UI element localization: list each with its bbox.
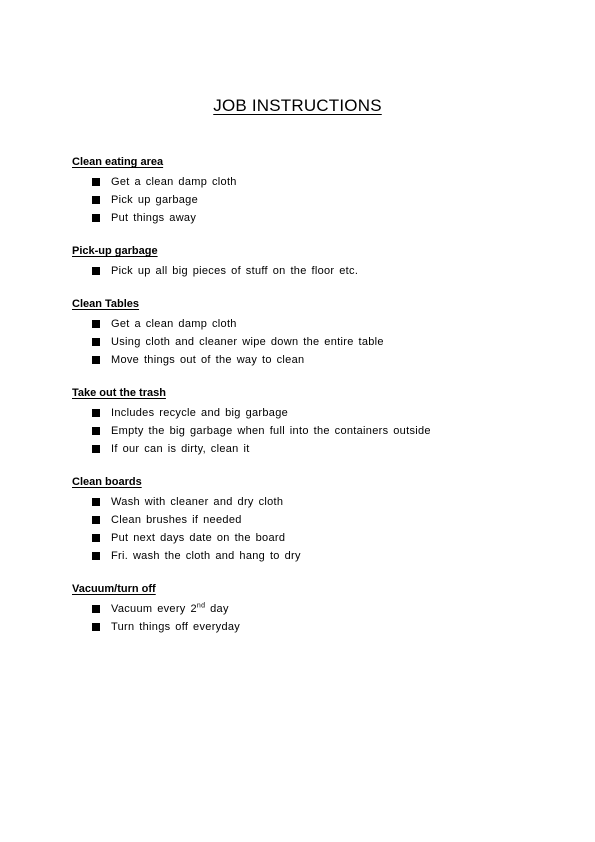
section-clean-tables — [72, 297, 552, 369]
list-item-text: Pick up garbage — [111, 194, 198, 206]
list-item-text: Move things out of the way to clean — [111, 354, 305, 366]
list-item — [72, 422, 552, 440]
section-clean-boards — [72, 475, 552, 565]
list-item-text: Put things away — [111, 212, 197, 224]
section-heading: Pick-up garbage — [72, 245, 158, 257]
section-heading: Take out the trash — [72, 387, 166, 399]
list-item-text: Includes recycle and big garbage — [111, 407, 289, 419]
instruction-list — [72, 315, 552, 369]
square-bullet-icon — [92, 409, 100, 417]
list-item-text-part: Vacuum every 2 — [111, 603, 197, 615]
list-item — [72, 618, 552, 636]
list-item — [72, 547, 552, 565]
list-item-text: Clean brushes if needed — [111, 514, 242, 526]
square-bullet-icon — [92, 427, 100, 435]
list-item — [72, 209, 552, 227]
list-item — [72, 191, 552, 209]
list-item — [72, 351, 552, 369]
square-bullet-icon — [92, 178, 100, 186]
square-bullet-icon — [92, 338, 100, 346]
document-title-text: JOB INSTRUCTIONS — [213, 96, 382, 115]
square-bullet-icon — [92, 605, 100, 613]
instruction-sections — [72, 155, 552, 653]
list-item — [72, 529, 552, 547]
section-take-out-the-trash — [72, 386, 552, 458]
list-item — [72, 493, 552, 511]
list-item — [72, 404, 552, 422]
list-item-text: Empty the big garbage when full into the containers outside — [111, 425, 431, 437]
instruction-list — [72, 404, 552, 458]
list-item — [72, 600, 552, 618]
list-item-text: Wash with cleaner and dry cloth — [111, 496, 284, 508]
section-pick-up-garbage — [72, 244, 552, 280]
section-vacuum-turn-off — [72, 582, 552, 636]
list-item-text: Get a clean damp cloth — [111, 318, 237, 330]
list-item — [72, 315, 552, 333]
instruction-list — [72, 493, 552, 565]
list-item — [72, 333, 552, 351]
list-item-text-part: day — [205, 603, 229, 615]
instruction-list — [72, 600, 552, 636]
ordinal-suffix: nd — [196, 602, 206, 610]
instruction-list — [72, 173, 552, 227]
section-heading: Clean eating area — [72, 156, 164, 168]
list-item — [72, 440, 552, 458]
list-item — [72, 511, 552, 529]
list-item — [72, 173, 552, 191]
square-bullet-icon — [92, 623, 100, 631]
section-heading: Vacuum/turn off — [72, 583, 156, 595]
section-clean-eating-area — [72, 155, 552, 227]
square-bullet-icon — [92, 534, 100, 542]
list-item-text: Using cloth and cleaner wipe down the entire table — [111, 336, 384, 348]
list-item-text: Turn things off everyday — [111, 621, 241, 633]
document-title — [0, 96, 595, 116]
list-item-text: Get a clean damp cloth — [111, 176, 237, 188]
square-bullet-icon — [92, 498, 100, 506]
square-bullet-icon — [92, 356, 100, 364]
square-bullet-icon — [92, 445, 100, 453]
list-item — [72, 262, 552, 280]
square-bullet-icon — [92, 516, 100, 524]
square-bullet-icon — [92, 214, 100, 222]
square-bullet-icon — [92, 267, 100, 275]
square-bullet-icon — [92, 552, 100, 560]
list-item-text: Pick up all big pieces of stuff on the floor etc. — [111, 265, 359, 277]
list-item-text: Put next days date on the board — [111, 532, 286, 544]
section-heading: Clean Tables — [72, 298, 140, 310]
square-bullet-icon — [92, 320, 100, 328]
list-item-text: Fri. wash the cloth and hang to dry — [111, 550, 301, 562]
instruction-list — [72, 262, 552, 280]
section-heading: Clean boards — [72, 476, 142, 488]
list-item-text: If our can is dirty, clean it — [111, 443, 250, 455]
square-bullet-icon — [92, 196, 100, 204]
list-item-text — [111, 603, 229, 615]
